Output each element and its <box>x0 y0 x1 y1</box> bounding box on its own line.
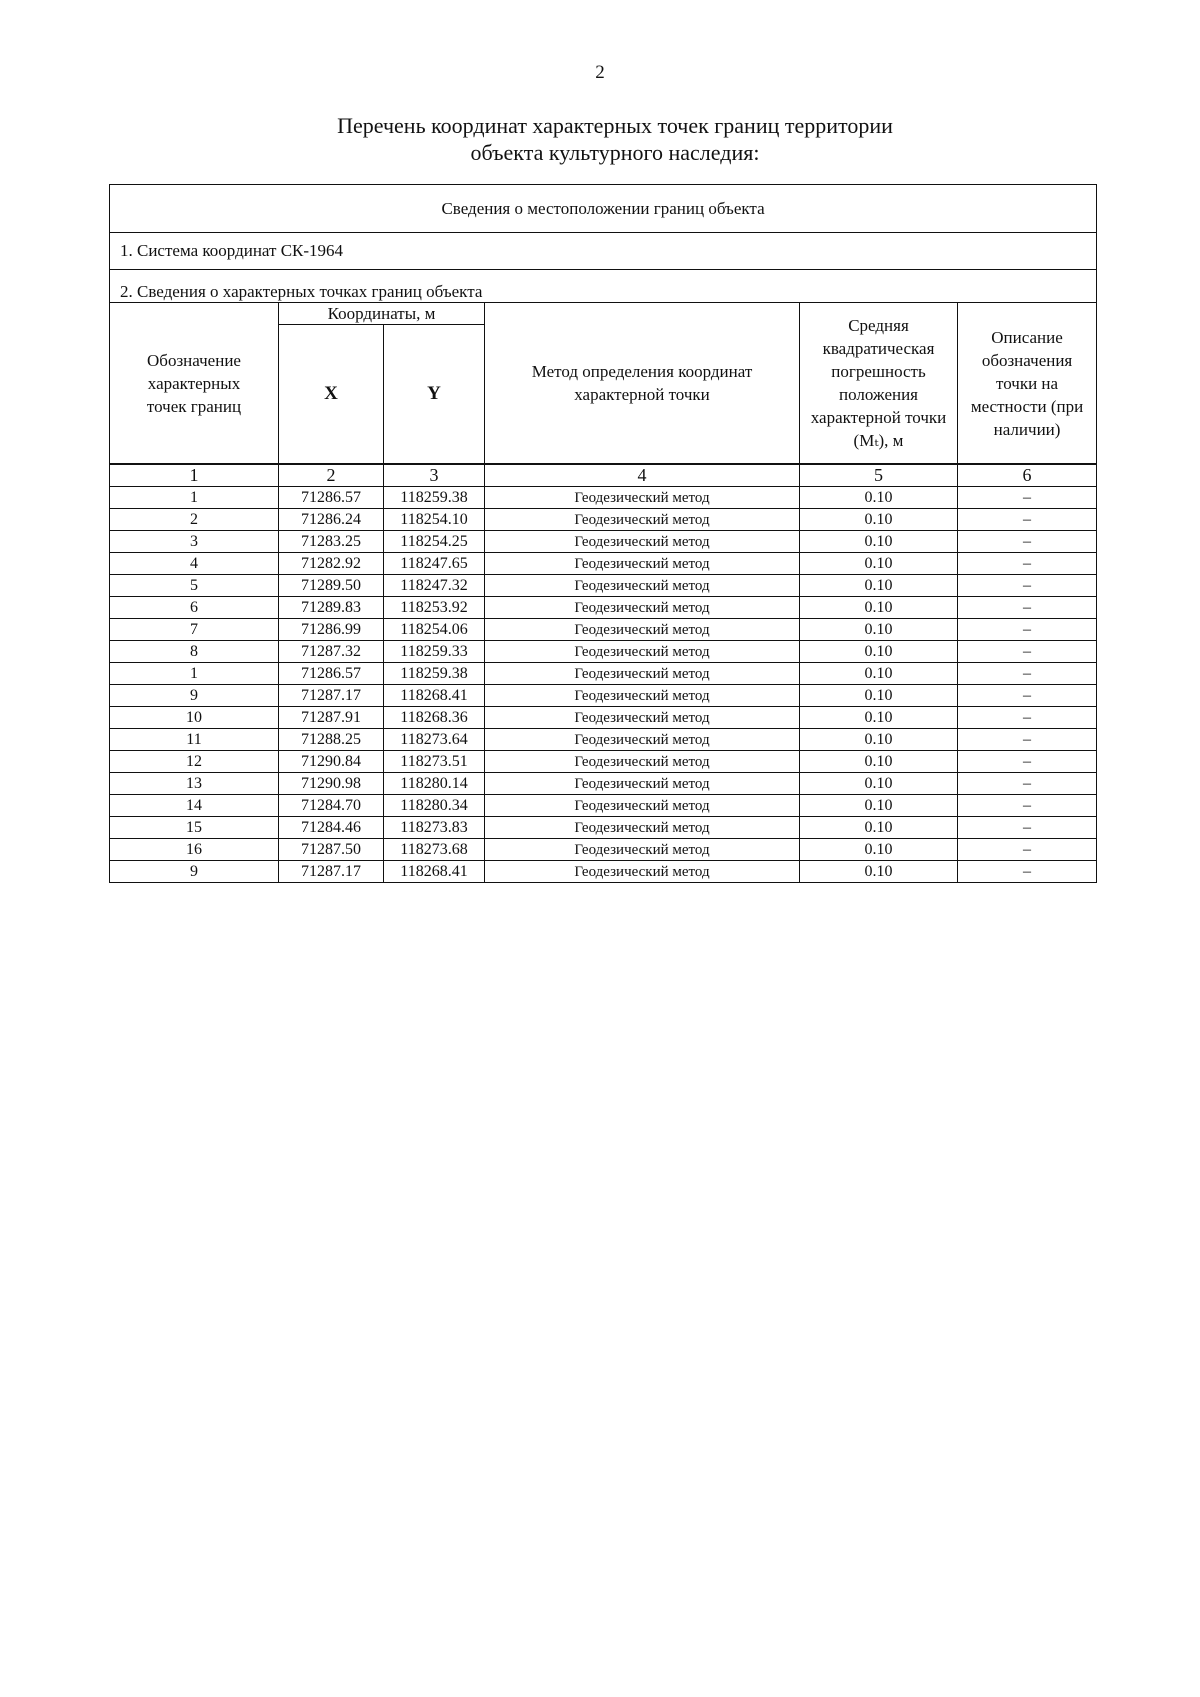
y-coordinate: 118273.51 <box>384 751 485 773</box>
point-designation: 10 <box>110 707 279 729</box>
y-coordinate: 118268.41 <box>384 861 485 883</box>
table-row <box>110 729 1097 751</box>
point-designation: 2 <box>110 509 279 531</box>
mean-square-error: 0.10 <box>800 663 958 685</box>
table-row <box>110 619 1097 641</box>
point-description: – <box>958 729 1097 751</box>
y-coordinate: 118259.38 <box>384 663 485 685</box>
y-coordinate: 118273.64 <box>384 729 485 751</box>
point-description: – <box>958 663 1097 685</box>
y-coordinate: 118280.34 <box>384 795 485 817</box>
x-coordinate: 71286.57 <box>279 487 384 509</box>
method: Геодезический метод <box>485 487 800 509</box>
y-coordinate: 118253.92 <box>384 597 485 619</box>
column-header-error: Средняя квадратическая погрешность положения характерной точки (Mₜ), м <box>800 303 958 465</box>
x-coordinate: 71288.25 <box>279 729 384 751</box>
x-coordinate: 71282.92 <box>279 553 384 575</box>
point-designation: 12 <box>110 751 279 773</box>
point-description: – <box>958 707 1097 729</box>
coordinate-system-row <box>110 233 1097 270</box>
method: Геодезический метод <box>485 707 800 729</box>
table-row <box>110 597 1097 619</box>
point-description: – <box>958 575 1097 597</box>
point-description: – <box>958 839 1097 861</box>
x-coordinate: 71287.50 <box>279 839 384 861</box>
column-number: 2 <box>279 464 384 487</box>
x-coordinate: 71289.83 <box>279 597 384 619</box>
point-description: – <box>958 619 1097 641</box>
mean-square-error: 0.10 <box>800 641 958 663</box>
point-description: – <box>958 795 1097 817</box>
column-header-x: X <box>279 325 384 465</box>
point-designation: 1 <box>110 487 279 509</box>
mean-square-error: 0.10 <box>800 553 958 575</box>
point-description: – <box>958 861 1097 883</box>
mean-square-error: 0.10 <box>800 839 958 861</box>
table-row <box>110 531 1097 553</box>
point-designation: 9 <box>110 685 279 707</box>
table-row <box>110 663 1097 685</box>
point-designation: 3 <box>110 531 279 553</box>
mean-square-error: 0.10 <box>800 597 958 619</box>
method: Геодезический метод <box>485 685 800 707</box>
section-header-row <box>110 185 1097 233</box>
mean-square-error: 0.10 <box>800 685 958 707</box>
point-designation: 5 <box>110 575 279 597</box>
column-number: 1 <box>110 464 279 487</box>
x-coordinate: 71286.24 <box>279 509 384 531</box>
table-row <box>110 773 1097 795</box>
points-section-header: 2. Сведения о характерных точках границ объекта <box>110 270 1097 303</box>
point-description: – <box>958 817 1097 839</box>
mean-square-error: 0.10 <box>800 861 958 883</box>
x-coordinate: 71287.17 <box>279 861 384 883</box>
table-row <box>110 817 1097 839</box>
table-row <box>110 509 1097 531</box>
table-row <box>110 839 1097 861</box>
column-number: 3 <box>384 464 485 487</box>
point-description: – <box>958 641 1097 663</box>
y-coordinate: 118273.83 <box>384 817 485 839</box>
point-designation: 16 <box>110 839 279 861</box>
y-coordinate: 118259.33 <box>384 641 485 663</box>
method: Геодезический метод <box>485 751 800 773</box>
boundary-points-table <box>109 184 1097 883</box>
x-coordinate: 71289.50 <box>279 575 384 597</box>
y-coordinate: 118254.06 <box>384 619 485 641</box>
point-description: – <box>958 487 1097 509</box>
method: Геодезический метод <box>485 619 800 641</box>
method: Геодезический метод <box>485 861 800 883</box>
x-coordinate: 71284.46 <box>279 817 384 839</box>
mean-square-error: 0.10 <box>800 487 958 509</box>
method: Геодезический метод <box>485 553 800 575</box>
point-description: – <box>958 553 1097 575</box>
column-number: 4 <box>485 464 800 487</box>
table-row <box>110 861 1097 883</box>
method: Геодезический метод <box>485 795 800 817</box>
mean-square-error: 0.10 <box>800 795 958 817</box>
point-description: – <box>958 531 1097 553</box>
point-designation: 8 <box>110 641 279 663</box>
point-description: – <box>958 751 1097 773</box>
mean-square-error: 0.10 <box>800 729 958 751</box>
column-header-method: Метод определения координат характерной точки <box>485 303 800 465</box>
column-header-row <box>110 303 1097 325</box>
mean-square-error: 0.10 <box>800 509 958 531</box>
table-row <box>110 553 1097 575</box>
x-coordinate: 71286.57 <box>279 663 384 685</box>
table-row <box>110 707 1097 729</box>
table-row <box>110 751 1097 773</box>
y-coordinate: 118268.36 <box>384 707 485 729</box>
mean-square-error: 0.10 <box>800 619 958 641</box>
x-coordinate: 71287.91 <box>279 707 384 729</box>
table-row <box>110 685 1097 707</box>
method: Геодезический метод <box>485 729 800 751</box>
section-header: Сведения о местоположении границ объекта <box>110 185 1097 233</box>
x-coordinate: 71283.25 <box>279 531 384 553</box>
column-header-description: Описание обозначения точки на местности (при наличии) <box>958 303 1097 465</box>
method: Геодезический метод <box>485 641 800 663</box>
column-number: 6 <box>958 464 1097 487</box>
point-designation: 13 <box>110 773 279 795</box>
mean-square-error: 0.10 <box>800 751 958 773</box>
document-title <box>200 112 1030 166</box>
y-coordinate: 118273.68 <box>384 839 485 861</box>
y-coordinate: 118280.14 <box>384 773 485 795</box>
point-designation: 7 <box>110 619 279 641</box>
method: Геодезический метод <box>485 663 800 685</box>
method: Геодезический метод <box>485 839 800 861</box>
coordinate-system: 1. Система координат СК-1964 <box>110 233 1097 270</box>
point-designation: 1 <box>110 663 279 685</box>
point-description: – <box>958 509 1097 531</box>
y-coordinate: 118254.10 <box>384 509 485 531</box>
point-designation: 11 <box>110 729 279 751</box>
method: Геодезический метод <box>485 509 800 531</box>
point-designation: 15 <box>110 817 279 839</box>
mean-square-error: 0.10 <box>800 575 958 597</box>
document-title-line-1: Перечень координат характерных точек границ территории <box>337 113 893 138</box>
column-header-designation: Обозначение характерных точек границ <box>110 303 279 465</box>
mean-square-error: 0.10 <box>800 707 958 729</box>
point-designation: 9 <box>110 861 279 883</box>
mean-square-error: 0.10 <box>800 531 958 553</box>
x-coordinate: 71287.32 <box>279 641 384 663</box>
column-number: 5 <box>800 464 958 487</box>
point-description: – <box>958 597 1097 619</box>
method: Геодезический метод <box>485 817 800 839</box>
table-row <box>110 487 1097 509</box>
method: Геодезический метод <box>485 773 800 795</box>
point-designation: 14 <box>110 795 279 817</box>
table-row <box>110 575 1097 597</box>
point-description: – <box>958 773 1097 795</box>
method: Геодезический метод <box>485 531 800 553</box>
table-row <box>110 795 1097 817</box>
point-description: – <box>958 685 1097 707</box>
table-row <box>110 641 1097 663</box>
points-section-row <box>110 270 1097 303</box>
y-coordinate: 118259.38 <box>384 487 485 509</box>
y-coordinate: 118268.41 <box>384 685 485 707</box>
x-coordinate: 71286.99 <box>279 619 384 641</box>
point-designation: 4 <box>110 553 279 575</box>
point-designation: 6 <box>110 597 279 619</box>
y-coordinate: 118247.32 <box>384 575 485 597</box>
document-title-line-2: объекта культурного наследия: <box>470 140 760 165</box>
column-number-row <box>110 464 1097 487</box>
mean-square-error: 0.10 <box>800 773 958 795</box>
method: Геодезический метод <box>485 575 800 597</box>
x-coordinate: 71287.17 <box>279 685 384 707</box>
mean-square-error: 0.10 <box>800 817 958 839</box>
column-header-coordinates: Координаты, м <box>279 303 485 325</box>
x-coordinate: 71284.70 <box>279 795 384 817</box>
method: Геодезический метод <box>485 597 800 619</box>
y-coordinate: 118254.25 <box>384 531 485 553</box>
y-coordinate: 118247.65 <box>384 553 485 575</box>
column-header-y: Y <box>384 325 485 465</box>
x-coordinate: 71290.84 <box>279 751 384 773</box>
x-coordinate: 71290.98 <box>279 773 384 795</box>
page-number: 2 <box>595 62 605 83</box>
